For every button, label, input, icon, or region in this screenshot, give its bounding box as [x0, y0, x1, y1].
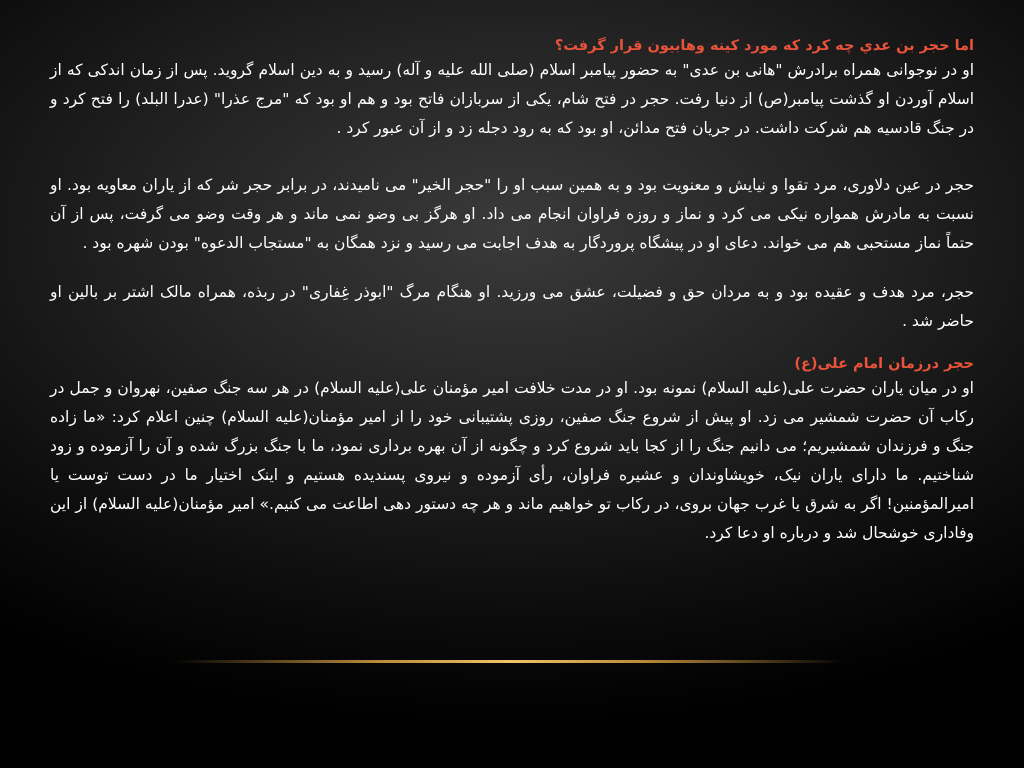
golden-divider — [175, 660, 845, 663]
section1-paragraph-3: حجر، مرد هدف و عقیده بود و به مردان حق و فضیلت، عشق می ورزید. او هنگام مرگ "ابوذر غِفاری" در ربذه، همراه مالک اشتر بر بالین او حاضر شد . — [50, 283, 974, 330]
slide-content — [50, 36, 974, 548]
section1-paragraph-2: حجر در عین دلاوری، مرد تقوا و نیایش و معنویت بود و به همین سبب او را "حجر الخیر" می نامیدند، در برابر حجر شر که از یاران معاویه بود. او نسبت به مادرش همواره نیکی می کرد و نماز و روزه فراوان انجام می داد. او هرگز بی وضو نمی ماند و هر وقت وضو می گرفت، پس از آن حتماً نماز مستحبی هم می خواند. دعای او در پیشگاه پروردگار به هدف اجابت می رسید و نزد همگان به "مستجاب الدعوه" بودن شهره بود . — [50, 176, 974, 252]
section2-paragraph: او در میان یاران حضرت علی(علیه السلام) نمونه بود. او در مدت خلافت امیر مؤمنان علی(علیه السلام) در هر سه جنگ صفین، نهروان و جمل در رکاب آن حضرت شمشیر می زد. او پیش از شروع جنگ صفین، روزی پشتیبانی خود را از امیر مؤمنان(علیه السلام) چنین اعلام کرد: «ما زاده جنگ و فرزندان شمشیریم؛ می دانیم جنگ را از کجا باید شروع کرد و چگونه از آن بهره برداری نمود، ما با جنگ بزرگ شده و آن را آزموده و زود شناختیم. ما دارای یاران نیک، خویشاوندان و عشیره فراوان، رأی آزموده و نیروی پسندیده هستیم و اینک اختیار ما در دست توست یا امیرالمؤمنین! اگر به شرق یا غرب جهان بروی، در رکاب تو خواهیم ماند و هر چه دستور دهی اطاعت می کنیم.» امیر مؤمنان(علیه السلام) از این وفاداری خوشحال شد و درباره او دعا کرد. — [50, 379, 974, 542]
section2-heading: حجر درزمان امام علی(ع) — [794, 356, 974, 372]
section1-heading: اما حجر بن عدي چه كرد كه مورد كينه وهابيون قرار گرفت؟ — [554, 38, 974, 54]
section1-paragraph-1: او در نوجوانی همراه برادرش "هانی بن عدی" به حضور پیامبر اسلام (صلی الله علیه و آله) رسید و به دین اسلام گروید. پس از زمان اندکی که از اسلام آوردن او گذشت پیامبر(ص) از دنیا رفت. حجر در فتح شام، یکی از سربازان فاتح بود و هم او بود که "مرج عذرا" (عدرا البلد) را فتح کرد و در جنگ قادسیه هم شرکت داشت. در جریان فتح مدائن، او بود که به رود دجله زد و از آن عبور کرد . — [50, 61, 974, 137]
